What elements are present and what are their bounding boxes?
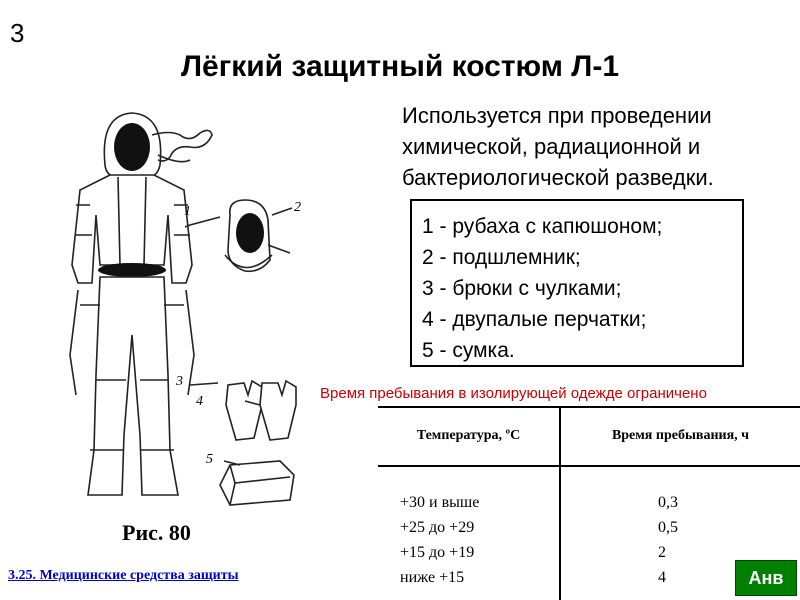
legend-item: 4 - двупалые перчатки; [422, 308, 647, 331]
table-cell-temperature: +15 до +19 [400, 544, 475, 561]
components-legend [410, 199, 744, 367]
table-cell-temperature: ниже +15 [400, 569, 465, 586]
table-cell-time: 0,3 [658, 494, 678, 511]
description-text: Используется при проведении химической, радиационной и бактериологической разведки. [402, 103, 714, 190]
bag-drawing [220, 461, 294, 505]
figure-caption: Рис. 80 [122, 520, 191, 545]
table-cell-time: 0,5 [658, 519, 678, 536]
slide-number: 3 [10, 18, 25, 48]
figure-label-3: 3 [176, 374, 183, 389]
figure-label-4: 4 [196, 394, 203, 409]
legend-item: 5 - сумка. [422, 339, 515, 362]
suit-hood-drawing [104, 113, 212, 177]
table-cell-time: 2 [658, 544, 666, 561]
gloves-drawing [226, 381, 296, 440]
anv-button[interactable]: Анв [735, 560, 797, 596]
table-header-temperature: Температура, ºС [416, 428, 521, 443]
suit-shirt-drawing [72, 175, 192, 283]
protective-suit-illustration [40, 105, 360, 525]
page-title: Лёгкий защитный костюм Л-1 [180, 50, 620, 83]
figure-label-1: 1 [184, 204, 191, 219]
table-top-border [378, 406, 800, 408]
hood-liner-drawing [225, 200, 290, 271]
temperature-column [400, 490, 479, 590]
table-cell-temperature: +25 до +29 [400, 519, 475, 536]
figure-label-2: 2 [294, 200, 301, 215]
medical-protection-link[interactable]: 3.25. Медицинские средства защиты [8, 568, 239, 583]
legend-item: 3 - брюки с чулками; [422, 277, 622, 300]
table-header-divider [378, 465, 800, 467]
legend-item: 2 - подшлемник; [422, 246, 581, 269]
time-column [658, 490, 678, 590]
table-cell-time: 4 [658, 569, 666, 586]
table-header-time: Время пребывания, ч [611, 428, 750, 443]
table-cell-temperature: +30 и выше [400, 494, 480, 511]
time-limit-warning: Время пребывания в изолирующей одежде ограничено [320, 385, 707, 402]
figure-label-5: 5 [206, 452, 213, 467]
legend-item: 1 - рубаха с капюшоном; [422, 215, 663, 238]
